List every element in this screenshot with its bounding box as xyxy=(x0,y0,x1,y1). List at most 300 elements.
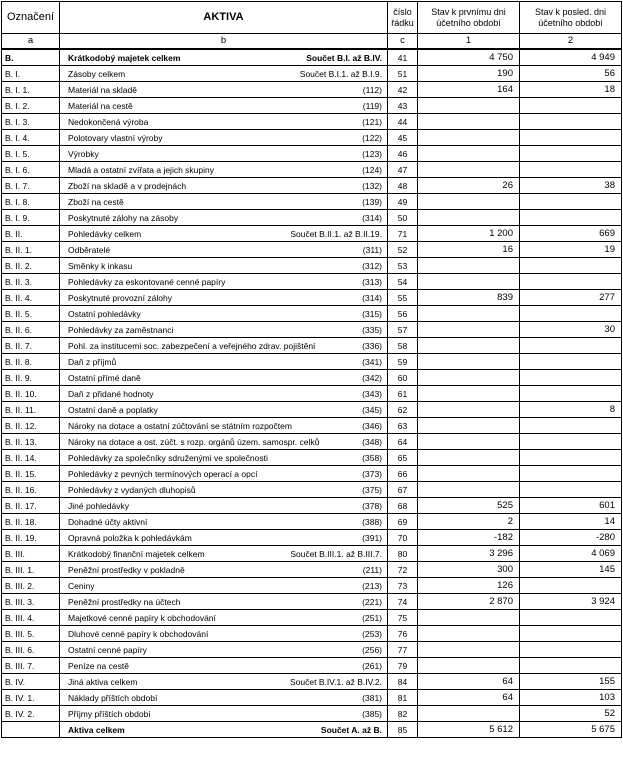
row-description-cell xyxy=(60,642,388,658)
row-description: Aktiva celkem xyxy=(68,724,125,735)
row-designation: B. I. 1. xyxy=(2,82,60,98)
column-label-row xyxy=(2,34,622,50)
value-first-period xyxy=(418,258,520,274)
value-first-period: 126 xyxy=(418,578,520,594)
value-first-period xyxy=(418,98,520,114)
row-number: 62 xyxy=(388,402,418,418)
row-description-cell xyxy=(60,210,388,226)
row-account-reference: (256) xyxy=(362,644,382,655)
value-last-period xyxy=(520,354,622,370)
row-number: 70 xyxy=(388,530,418,546)
row-account-reference: (381) xyxy=(362,692,382,703)
row-description-cell xyxy=(60,418,388,434)
value-last-period: 155 xyxy=(520,674,622,690)
row-number: 44 xyxy=(388,114,418,130)
row-designation: B. II. xyxy=(2,226,60,242)
row-description: Daň z přidané hodnoty xyxy=(68,388,154,399)
row-description: Peníze na cestě xyxy=(68,660,129,671)
row-account-reference: (373) xyxy=(362,468,382,479)
value-last-period xyxy=(520,258,622,274)
value-first-period: 5 612 xyxy=(418,722,520,738)
value-last-period xyxy=(520,370,622,386)
row-account-reference: (348) xyxy=(362,436,382,447)
value-last-period: 145 xyxy=(520,562,622,578)
row-account-reference: (378) xyxy=(362,500,382,511)
row-account-reference: (346) xyxy=(362,420,382,431)
row-designation: B. II. 2. xyxy=(2,258,60,274)
table-row xyxy=(2,49,622,66)
row-number: 48 xyxy=(388,178,418,194)
row-account-reference: (213) xyxy=(362,580,382,591)
row-account-reference: (341) xyxy=(362,356,382,367)
value-last-period xyxy=(520,130,622,146)
value-first-period: 2 870 xyxy=(418,594,520,610)
value-first-period xyxy=(418,706,520,722)
row-designation: B. II. 1. xyxy=(2,242,60,258)
row-designation: B. I. 3. xyxy=(2,114,60,130)
table-row xyxy=(2,66,622,82)
value-first-period xyxy=(418,642,520,658)
table-row xyxy=(2,626,622,642)
value-first-period xyxy=(418,354,520,370)
table-row xyxy=(2,322,622,338)
row-account-reference: Součet B.II.1. až B.II.19. xyxy=(290,228,382,239)
table-row xyxy=(2,610,622,626)
row-number: 74 xyxy=(388,594,418,610)
table-row xyxy=(2,658,622,674)
row-account-reference: (261) xyxy=(362,660,382,671)
row-designation: B. III. 1. xyxy=(2,562,60,578)
value-first-period xyxy=(418,658,520,674)
value-last-period xyxy=(520,434,622,450)
row-designation: B. II. 14. xyxy=(2,450,60,466)
table-row xyxy=(2,258,622,274)
row-designation: B. IV. xyxy=(2,674,60,690)
table-row xyxy=(2,370,622,386)
row-description-cell xyxy=(60,338,388,354)
row-description-cell xyxy=(60,706,388,722)
row-account-reference: (119) xyxy=(362,100,382,111)
value-last-period xyxy=(520,610,622,626)
table-row xyxy=(2,514,622,530)
table-row xyxy=(2,722,622,738)
table-row xyxy=(2,114,622,130)
row-designation: B. xyxy=(2,49,60,66)
table-row xyxy=(2,210,622,226)
row-designation: B. III. 3. xyxy=(2,594,60,610)
header-row xyxy=(2,2,622,34)
value-first-period xyxy=(418,194,520,210)
column-label-c: c xyxy=(388,34,418,50)
column-label-a: a xyxy=(2,34,60,50)
row-number: 66 xyxy=(388,466,418,482)
row-number: 46 xyxy=(388,146,418,162)
row-number: 50 xyxy=(388,210,418,226)
row-account-reference: (253) xyxy=(362,628,382,639)
row-description: Pohledávky za společníky sdruženými ve společnosti xyxy=(68,452,268,463)
value-last-period xyxy=(520,338,622,354)
value-last-period: -280 xyxy=(520,530,622,546)
row-description: Dluhové cenné papíry k obchodování xyxy=(68,628,209,639)
row-description: Nároky na dotace a ostatní zúčtování se státním rozpočtem xyxy=(68,420,292,431)
row-account-reference: (342) xyxy=(362,372,382,383)
row-account-reference: (385) xyxy=(362,708,382,719)
row-account-reference: (122) xyxy=(362,132,382,143)
row-description: Peněžní prostředky na účtech xyxy=(68,596,181,607)
row-description: Peněžní prostředky v pokladně xyxy=(68,564,185,575)
row-description: Jiné pohledávky xyxy=(68,500,129,511)
value-last-period: 56 xyxy=(520,66,622,82)
value-first-period xyxy=(418,162,520,178)
value-last-period: 103 xyxy=(520,690,622,706)
value-last-period xyxy=(520,450,622,466)
table-row xyxy=(2,146,622,162)
value-first-period xyxy=(418,418,520,434)
value-first-period: 164 xyxy=(418,82,520,98)
header-first-period: Stav k prvnímu dni účetního období xyxy=(418,2,520,34)
row-description-cell xyxy=(60,290,388,306)
row-designation: B. II. 17. xyxy=(2,498,60,514)
value-last-period xyxy=(520,146,622,162)
value-last-period: 4 949 xyxy=(520,49,622,66)
row-account-reference: Součet B.IV.1. až B.IV.2. xyxy=(290,676,382,687)
row-number: 59 xyxy=(388,354,418,370)
table-row xyxy=(2,162,622,178)
row-description: Ostatní pohledávky xyxy=(68,308,141,319)
row-designation: B. IV. 1. xyxy=(2,690,60,706)
row-description: Dohadné účty aktivní xyxy=(68,516,148,527)
row-number: 82 xyxy=(388,706,418,722)
row-description: Pohl. za institucemi soc. zabezpečení a veřejného zdrav. pojištění xyxy=(68,340,316,351)
row-designation: B. II. 8. xyxy=(2,354,60,370)
value-last-period: 601 xyxy=(520,498,622,514)
row-description-cell xyxy=(60,450,388,466)
row-description-cell xyxy=(60,66,388,82)
table-row xyxy=(2,290,622,306)
row-description: Krátkodobý finanční majetek celkem xyxy=(68,548,205,559)
row-description-cell xyxy=(60,178,388,194)
value-first-period xyxy=(418,466,520,482)
row-number: 41 xyxy=(388,49,418,66)
value-first-period xyxy=(418,610,520,626)
row-number: 67 xyxy=(388,482,418,498)
row-description-cell xyxy=(60,530,388,546)
row-description: Ostatní přímé daně xyxy=(68,372,141,383)
row-designation: B. II. 3. xyxy=(2,274,60,290)
row-description: Materiál na cestě xyxy=(68,100,133,111)
row-description-cell xyxy=(60,258,388,274)
row-description-cell xyxy=(60,146,388,162)
value-first-period: 26 xyxy=(418,178,520,194)
row-designation: B. III. 5. xyxy=(2,626,60,642)
value-last-period xyxy=(520,386,622,402)
row-description-cell xyxy=(60,594,388,610)
row-number: 84 xyxy=(388,674,418,690)
value-first-period xyxy=(418,402,520,418)
table-row xyxy=(2,434,622,450)
row-number: 56 xyxy=(388,306,418,322)
row-number: 85 xyxy=(388,722,418,738)
row-number: 53 xyxy=(388,258,418,274)
row-account-reference: Součet A. až B. xyxy=(320,724,382,735)
row-number: 43 xyxy=(388,98,418,114)
value-first-period xyxy=(418,386,520,402)
row-account-reference: (121) xyxy=(362,116,382,127)
row-designation: B. II. 10. xyxy=(2,386,60,402)
row-description: Zboží na cestě xyxy=(68,196,124,207)
row-description-cell xyxy=(60,226,388,242)
row-description-cell xyxy=(60,114,388,130)
row-description: Materiál na skladě xyxy=(68,84,137,95)
row-number: 75 xyxy=(388,610,418,626)
value-last-period xyxy=(520,578,622,594)
row-account-reference: (112) xyxy=(362,84,382,95)
value-first-period xyxy=(418,450,520,466)
table-row xyxy=(2,546,622,562)
row-designation: B. I. 4. xyxy=(2,130,60,146)
value-last-period xyxy=(520,466,622,482)
row-description-cell xyxy=(60,578,388,594)
row-description: Mladá a ostatní zvířata a jejich skupiny xyxy=(68,164,214,175)
value-first-period: 839 xyxy=(418,290,520,306)
value-first-period: 1 200 xyxy=(418,226,520,242)
row-number: 77 xyxy=(388,642,418,658)
row-account-reference: (314) xyxy=(362,212,382,223)
table-row xyxy=(2,594,622,610)
row-description: Pohledávky z vydaných dluhopisů xyxy=(68,484,196,495)
table-row xyxy=(2,562,622,578)
value-last-period: 669 xyxy=(520,226,622,242)
header-designation: Označení xyxy=(2,2,60,34)
row-account-reference: (211) xyxy=(362,564,382,575)
table-row xyxy=(2,690,622,706)
value-first-period xyxy=(418,274,520,290)
row-designation: B. I. 8. xyxy=(2,194,60,210)
value-last-period: 38 xyxy=(520,178,622,194)
row-number: 79 xyxy=(388,658,418,674)
row-number: 49 xyxy=(388,194,418,210)
row-account-reference: (388) xyxy=(362,516,382,527)
row-description-cell xyxy=(60,370,388,386)
table-row xyxy=(2,178,622,194)
row-number: 73 xyxy=(388,578,418,594)
row-account-reference: (315) xyxy=(362,308,382,319)
value-last-period: 14 xyxy=(520,514,622,530)
row-designation: B. II. 12. xyxy=(2,418,60,434)
row-account-reference: (124) xyxy=(362,164,382,175)
header-last-period: Stav k posled. dni účetního období xyxy=(520,2,622,34)
value-first-period xyxy=(418,114,520,130)
row-designation: B. II. 19. xyxy=(2,530,60,546)
row-description-cell xyxy=(60,690,388,706)
value-last-period: 4 069 xyxy=(520,546,622,562)
value-first-period: 16 xyxy=(418,242,520,258)
value-first-period: 4 750 xyxy=(418,49,520,66)
row-number: 68 xyxy=(388,498,418,514)
row-number: 60 xyxy=(388,370,418,386)
row-account-reference: (123) xyxy=(362,148,382,159)
row-designation: B. III. 7. xyxy=(2,658,60,674)
table-row xyxy=(2,402,622,418)
row-designation: B. II. 15. xyxy=(2,466,60,482)
row-account-reference: (345) xyxy=(362,404,382,415)
value-last-period xyxy=(520,418,622,434)
row-description-cell xyxy=(60,546,388,562)
row-account-reference: Součet B.III.1. až B.III.7. xyxy=(290,548,382,559)
row-account-reference: (343) xyxy=(362,388,382,399)
header-row-number: číslo řádku xyxy=(388,2,418,34)
row-designation: B. II. 13. xyxy=(2,434,60,450)
row-account-reference: (139) xyxy=(362,196,382,207)
row-number: 69 xyxy=(388,514,418,530)
row-designation: B. II. 5. xyxy=(2,306,60,322)
value-first-period xyxy=(418,338,520,354)
row-account-reference: (132) xyxy=(362,180,382,191)
row-designation: B. II. 16. xyxy=(2,482,60,498)
table-row xyxy=(2,530,622,546)
value-first-period xyxy=(418,306,520,322)
value-first-period xyxy=(418,322,520,338)
row-number: 81 xyxy=(388,690,418,706)
row-description: Směnky k inkasu xyxy=(68,260,133,271)
column-label-2: 2 xyxy=(520,34,622,50)
row-description-cell xyxy=(60,386,388,402)
table-row xyxy=(2,706,622,722)
row-description-cell xyxy=(60,49,388,66)
row-number: 52 xyxy=(388,242,418,258)
value-last-period xyxy=(520,658,622,674)
row-number: 80 xyxy=(388,546,418,562)
row-account-reference: (391) xyxy=(362,532,382,543)
row-description-cell xyxy=(60,658,388,674)
row-designation: B. III. 4. xyxy=(2,610,60,626)
value-first-period: 525 xyxy=(418,498,520,514)
row-account-reference: (375) xyxy=(362,484,382,495)
row-designation: B. I. 2. xyxy=(2,98,60,114)
table-row xyxy=(2,306,622,322)
row-description-cell xyxy=(60,242,388,258)
row-number: 58 xyxy=(388,338,418,354)
table-row xyxy=(2,418,622,434)
value-first-period: 64 xyxy=(418,674,520,690)
row-description-cell xyxy=(60,322,388,338)
row-number: 64 xyxy=(388,434,418,450)
row-description-cell xyxy=(60,194,388,210)
row-description-cell xyxy=(60,274,388,290)
row-account-reference: (312) xyxy=(362,260,382,271)
value-first-period: 300 xyxy=(418,562,520,578)
row-description: Pohledávky z pevných termínových operací a opcí xyxy=(68,468,258,479)
row-designation: B. I. 6. xyxy=(2,162,60,178)
row-number: 57 xyxy=(388,322,418,338)
table-row xyxy=(2,482,622,498)
value-first-period: 190 xyxy=(418,66,520,82)
value-first-period: 64 xyxy=(418,690,520,706)
row-description: Opravná položka k pohledávkám xyxy=(68,532,192,543)
row-description-cell xyxy=(60,402,388,418)
row-description: Zboží na skladě a v prodejnách xyxy=(68,180,187,191)
value-first-period: 3 296 xyxy=(418,546,520,562)
header-title: AKTIVA xyxy=(60,2,388,34)
row-description: Příjmy příštích období xyxy=(68,708,151,719)
value-first-period xyxy=(418,130,520,146)
row-account-reference: (314) xyxy=(362,292,382,303)
row-number: 65 xyxy=(388,450,418,466)
row-description: Zásoby celkem xyxy=(68,68,126,79)
row-description: Polotovary vlastní výroby xyxy=(68,132,163,143)
row-description-cell xyxy=(60,162,388,178)
row-account-reference: Součet B.I. až B.IV. xyxy=(306,52,382,63)
row-description-cell xyxy=(60,98,388,114)
table-row xyxy=(2,450,622,466)
row-number: 42 xyxy=(388,82,418,98)
row-number: 54 xyxy=(388,274,418,290)
value-first-period xyxy=(418,370,520,386)
row-designation: B. II. 6. xyxy=(2,322,60,338)
value-first-period xyxy=(418,146,520,162)
row-description-cell xyxy=(60,306,388,322)
row-description: Náklady příštích období xyxy=(68,692,158,703)
row-designation: B. I. 7. xyxy=(2,178,60,194)
value-last-period xyxy=(520,642,622,658)
row-description: Poskytnuté zálohy na zásoby xyxy=(68,212,179,223)
row-number: 76 xyxy=(388,626,418,642)
value-last-period xyxy=(520,162,622,178)
row-designation: B. III. 6. xyxy=(2,642,60,658)
row-number: 72 xyxy=(388,562,418,578)
value-last-period xyxy=(520,98,622,114)
row-designation: B. II. 11. xyxy=(2,402,60,418)
row-description-cell xyxy=(60,722,388,738)
value-last-period: 8 xyxy=(520,402,622,418)
table-row xyxy=(2,642,622,658)
row-description-cell xyxy=(60,434,388,450)
table-row xyxy=(2,578,622,594)
table-row xyxy=(2,274,622,290)
value-last-period: 19 xyxy=(520,242,622,258)
row-description: Ceniny xyxy=(68,580,95,591)
value-last-period xyxy=(520,194,622,210)
table-row xyxy=(2,242,622,258)
row-description-cell xyxy=(60,130,388,146)
row-designation: B. II. 9. xyxy=(2,370,60,386)
row-description: Nároky na dotace a ost. zúčt. s rozp. orgánů územ. samospr. celků xyxy=(68,436,320,447)
table-row xyxy=(2,226,622,242)
table-row xyxy=(2,194,622,210)
table-row xyxy=(2,466,622,482)
row-designation xyxy=(2,722,60,738)
table-row xyxy=(2,354,622,370)
row-description: Krátkodobý majetek celkem xyxy=(68,52,181,63)
row-description-cell xyxy=(60,626,388,642)
row-number: 45 xyxy=(388,130,418,146)
value-last-period: 5 675 xyxy=(520,722,622,738)
row-description: Výrobky xyxy=(68,148,99,159)
row-description-cell xyxy=(60,82,388,98)
value-last-period: 3 924 xyxy=(520,594,622,610)
row-account-reference: Součet B.I.1. až B.I.9. xyxy=(299,68,382,79)
row-description: Pohledávky za zaměstnanci xyxy=(68,324,174,335)
row-account-reference: (251) xyxy=(362,612,382,623)
table-row xyxy=(2,498,622,514)
table-body xyxy=(2,49,622,738)
value-first-period: -182 xyxy=(418,530,520,546)
row-designation: B. IV. 2. xyxy=(2,706,60,722)
table-row xyxy=(2,82,622,98)
value-first-period xyxy=(418,434,520,450)
value-last-period: 18 xyxy=(520,82,622,98)
row-number: 55 xyxy=(388,290,418,306)
